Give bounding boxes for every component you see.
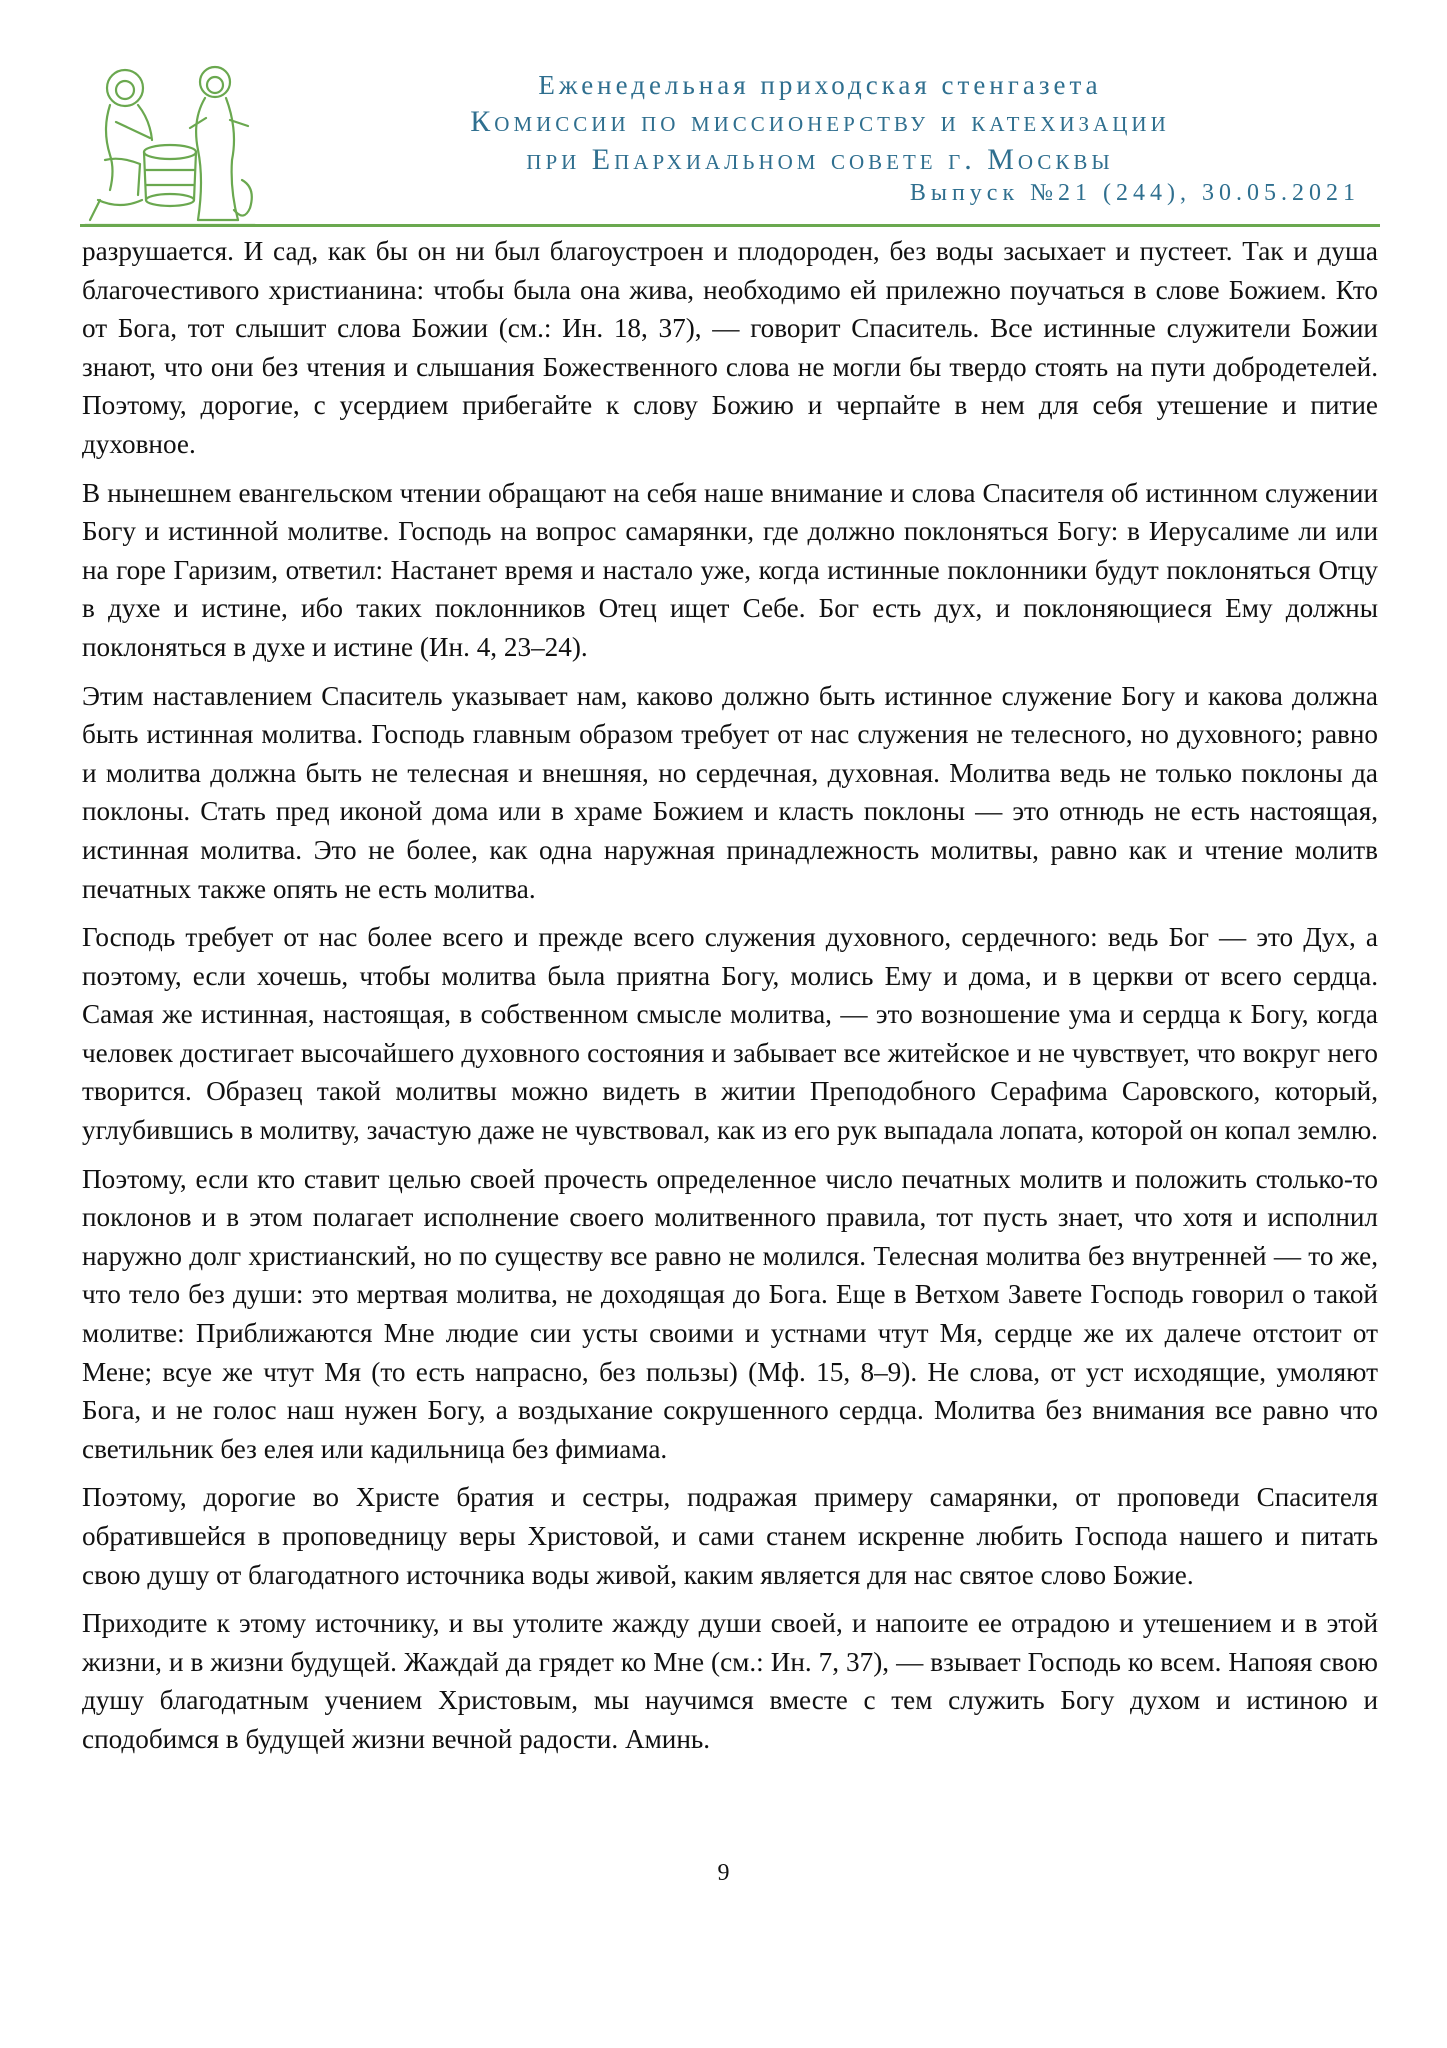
header-subtitle: Еженедельная приходская стенгазета — [538, 70, 1102, 100]
christ-and-samaritan-woman-at-well-logo — [80, 60, 260, 235]
paragraph: разрушается. И сад, как бы он ни был благоустроен и плодороден, без воды засыхает и пустеет. Так и душа благочестивого христианина: чтобы была она жива, необходимо ей прилежно поучаться в слове Божием. Кто от Бога, тот слышит слова Божии (см.: Ин. 18, 37), — говорит Спаситель. Все истинные служители Божии знают, что они без чтения и слышания Божественного слова не могли бы твердо стоять на пути добродетелей. Поэтому, дорогие, с усердием прибегайте к слову Божию и черпайте в нем для себя утешение и питие духовное. — [82, 236, 1378, 459]
header-titles — [280, 70, 1360, 177]
page-number: 9 — [717, 1860, 730, 1886]
paragraph: Этим наставлением Спаситель указывает нам, каково должно быть истинное служение Богу и какова должна быть истинная молитва. Господь главным образом требует от нас служения не телесного, но духовного; равно и молитва должна быть не телесная и внешняя, но сердечная, духовная. Молитва ведь не только поклоны да поклоны. Стать пред иконой дома или в храме Божием и класть поклоны — это отнюдь не есть настоящая, истинная молитва. Это не более, как одна наружная принадлежность молитвы, равно как и чтение молитв печатных также опять не есть молитва. — [82, 680, 1378, 904]
header-divider — [80, 224, 1380, 227]
header-council-title: при Епархиальном совете г. Москвы — [526, 143, 1114, 176]
logo-drawing — [80, 60, 260, 235]
paragraph: Поэтому, если кто ставит целью своей прочесть определенное число печатных молитв и положить столько-то поклонов и в этом полагает исполнение своего молитвенного правила, тот пусть знает, что хотя и исполнил наружно долг христианский, но по существу все равно не молился. Телесная молитва без внутренней — то же, что тело без души: это мертвая молитва, не доходящая до Бога. Еще в Ветхом Завете Господь говорил о такой молитве: Приближаются Мне людие сии усты своими и устнами чтут Мя, сердце же их далече отстоит от Мене; всуе же чтут Мя (то есть напрасно, без пользы) (Мф. 15, 8–9). Не слова, от уст исходящие, умоляют Бога, и не голос наш нужен Богу, а воздыхание сокрушенного сердца. Молитва без внимания все равно что светильник без елея или кадильница без фимиама. — [82, 1163, 1378, 1464]
header-commission-title: Комиссии по миссионерству и катехизации — [470, 105, 1170, 138]
paragraph: Господь требует от нас более всего и прежде всего служения духовного, сердечного: ведь Бог — это Дух, а поэтому, если хочешь, чтобы молитва была приятна Богу, молись Ему и дома, и в церкви от всего сердца. Самая же истинная, настоящая, в собственном смысле молитва, — это возношение ума и сердца к Богу, когда человек достигает высочайшего духовного состояния и забывает все житейское и не чувствует, что вокруг него творится. Образец такой молитвы можно видеть в житии Преподобного Серафима Саровского, который, углубившись в молитву, зачастую даже не чувствовал, как из его рук выпадала лопата, которой он копал землю. — [82, 922, 1378, 1146]
issue-number: Выпуск №21 (244), 30.05.2021 — [909, 180, 1360, 206]
paragraph: Приходите к этому источнику, и вы утолите жажду души своей, и напоите ее отрадою и утешением и в этой жизни, и в жизни будущей. Жаждай да грядет ко Мне (см.: Ин. 7, 37), — взывает Господь ко всем. Напояя свою душу благодатным учением Христовым, мы научимся вместе с тем служить Богу духом и истиною и сподобимся в будущей жизни вечной радости. Аминь. — [82, 1608, 1378, 1754]
article-body — [82, 232, 1378, 1769]
newsletter-header — [80, 60, 1380, 235]
paragraph: Поэтому, дорогие во Христе братия и сестры, подражая примеру самарянки, от проповеди Спасителя обратившейся в проповедницу веры Христовой, и сами станем искренне любить Господа нашего и питать свою душу от благодатного источника воды живой, каким является для нас святое слово Божие. — [82, 1482, 1378, 1590]
paragraph: В нынешнем евангельском чтении обращают на себя наше внимание и слова Спасителя об истинном служении Богу и истинной молитве. Господь на вопрос самарянки, где должно поклоняться Богу: в Иерусалиме ли или на горе Гаризим, ответил: Настанет время и настало уже, когда истинные поклонники будут поклоняться Отцу в духе и истине, ибо таких поклонников Отец ищет Себе. Бог есть дух, и поклоняющиеся Ему должны поклоняться в духе и истине (Ин. 4, 23–24). — [82, 477, 1378, 662]
